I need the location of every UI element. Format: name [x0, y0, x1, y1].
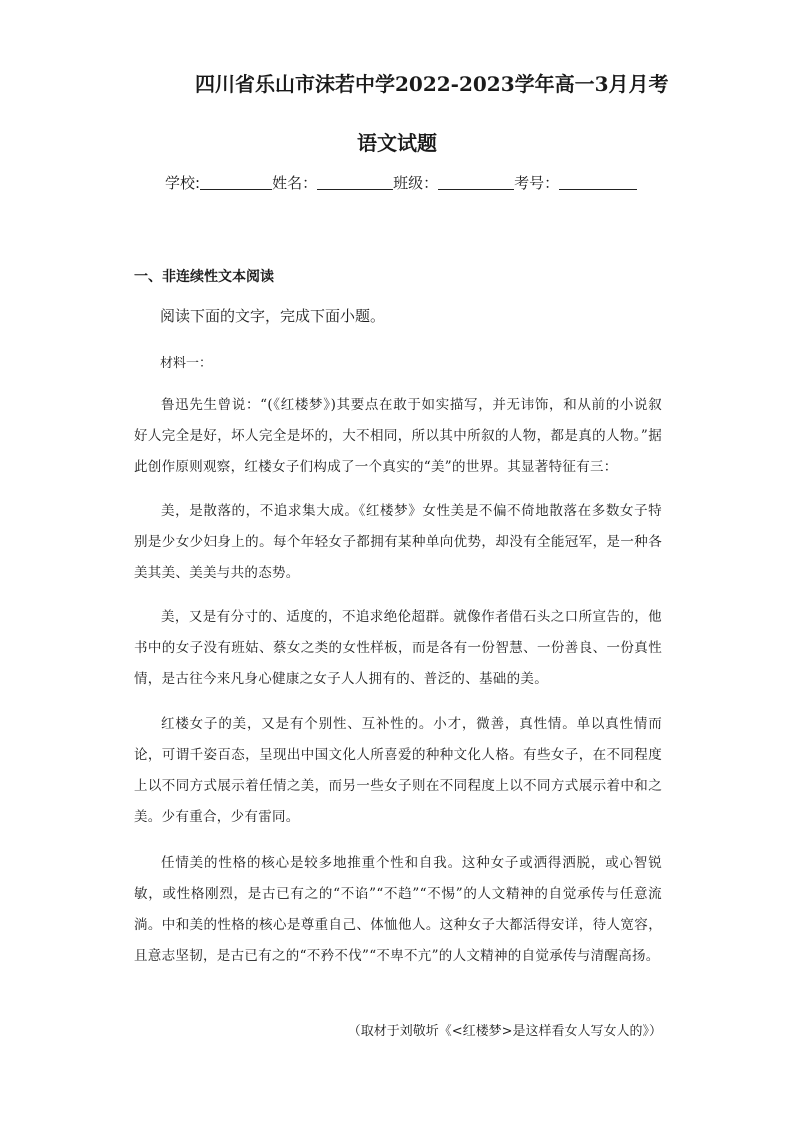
material-label: 材料一：: [160, 356, 213, 371]
section-heading: 一、非连续性文本阅读: [134, 269, 274, 285]
class-blank[interactable]: [438, 175, 514, 190]
reading-instruction: 阅读下面的文字，完成下面小题。: [160, 307, 386, 325]
name-blank[interactable]: [317, 175, 393, 190]
paragraph-3: 美，又是有分寸的、适度的，不追求绝伦超群。就像作者借石头之口所宣告的，他书中的女子没有班姑、蔡女之类的女性样板，而是各有一份智慧、一份善良、一份真性情，是古往今来凡身心健康之女子人人拥有的、普泛的、基础的美。: [134, 609, 662, 687]
school-label: 学校:: [165, 174, 201, 192]
source-citation: （取材于刘敬圻《<红楼梦>是这样看女人写女人的》）: [347, 1024, 662, 1039]
document-title: 四川省乐山市沫若中学2022-2023学年高一3月月考: [195, 72, 669, 96]
class-label: 班级：: [393, 174, 439, 192]
paragraph-1: 鲁迅先生曾说：“(《红楼梦》)其要点在敢于如实描写，并无讳饰，和从前的小说叙好人完全是好，坏人完全是坏的，大不相同，所以其中所叙的人物，都是真的人物。”据此创作原则观察，红楼女子们构成了一个真实的“美”的世界。其显著特征有三：: [134, 397, 662, 475]
paragraph-4: 红楼女子的美，又是有个别性、互补性的。小才，微善，真性情。单以真性情而论，可谓千姿百态，呈现出中国文化人所喜爱的种种文化人格。有些女子，在不同程度上以不同方式展示着任情之美，而另一些女子则在不同程度上以不同方式展示着中和之美。少有重合，少有雷同。: [134, 716, 662, 825]
paragraph-5: 任情美的性格的核心是较多地推重个性和自我。这种女子或洒得洒脱，或心智锐敏，或性格刚烈，是古已有之的“不谄”“不趋”“不惕”的人文精神的自觉承传与任意流淌。中和美的性格的核心是尊重自己、体恤他人。这种女子大都活得安详，待人宽容，且意志坚韧，是古已有之的“不矜不伐”“不卑不亢”的人文精神的自觉承传与清醒高扬。: [134, 855, 662, 964]
document-subtitle: 语文试题: [357, 131, 437, 155]
exam-no-label: 考号：: [514, 174, 560, 192]
name-label: 姓名：: [272, 174, 318, 192]
student-info-line: [165, 172, 637, 193]
school-blank[interactable]: [200, 175, 272, 190]
exam-no-blank[interactable]: [559, 175, 637, 190]
paragraph-2: 美，是散落的，不追求集大成。《红楼梦》女性美是不偏不倚地散落在多数女子特别是少女少妇身上的。每个年轻女子都拥有某种单向优势，却没有全能冠军，是一种各美其美、美美与共的态势。: [134, 503, 662, 581]
